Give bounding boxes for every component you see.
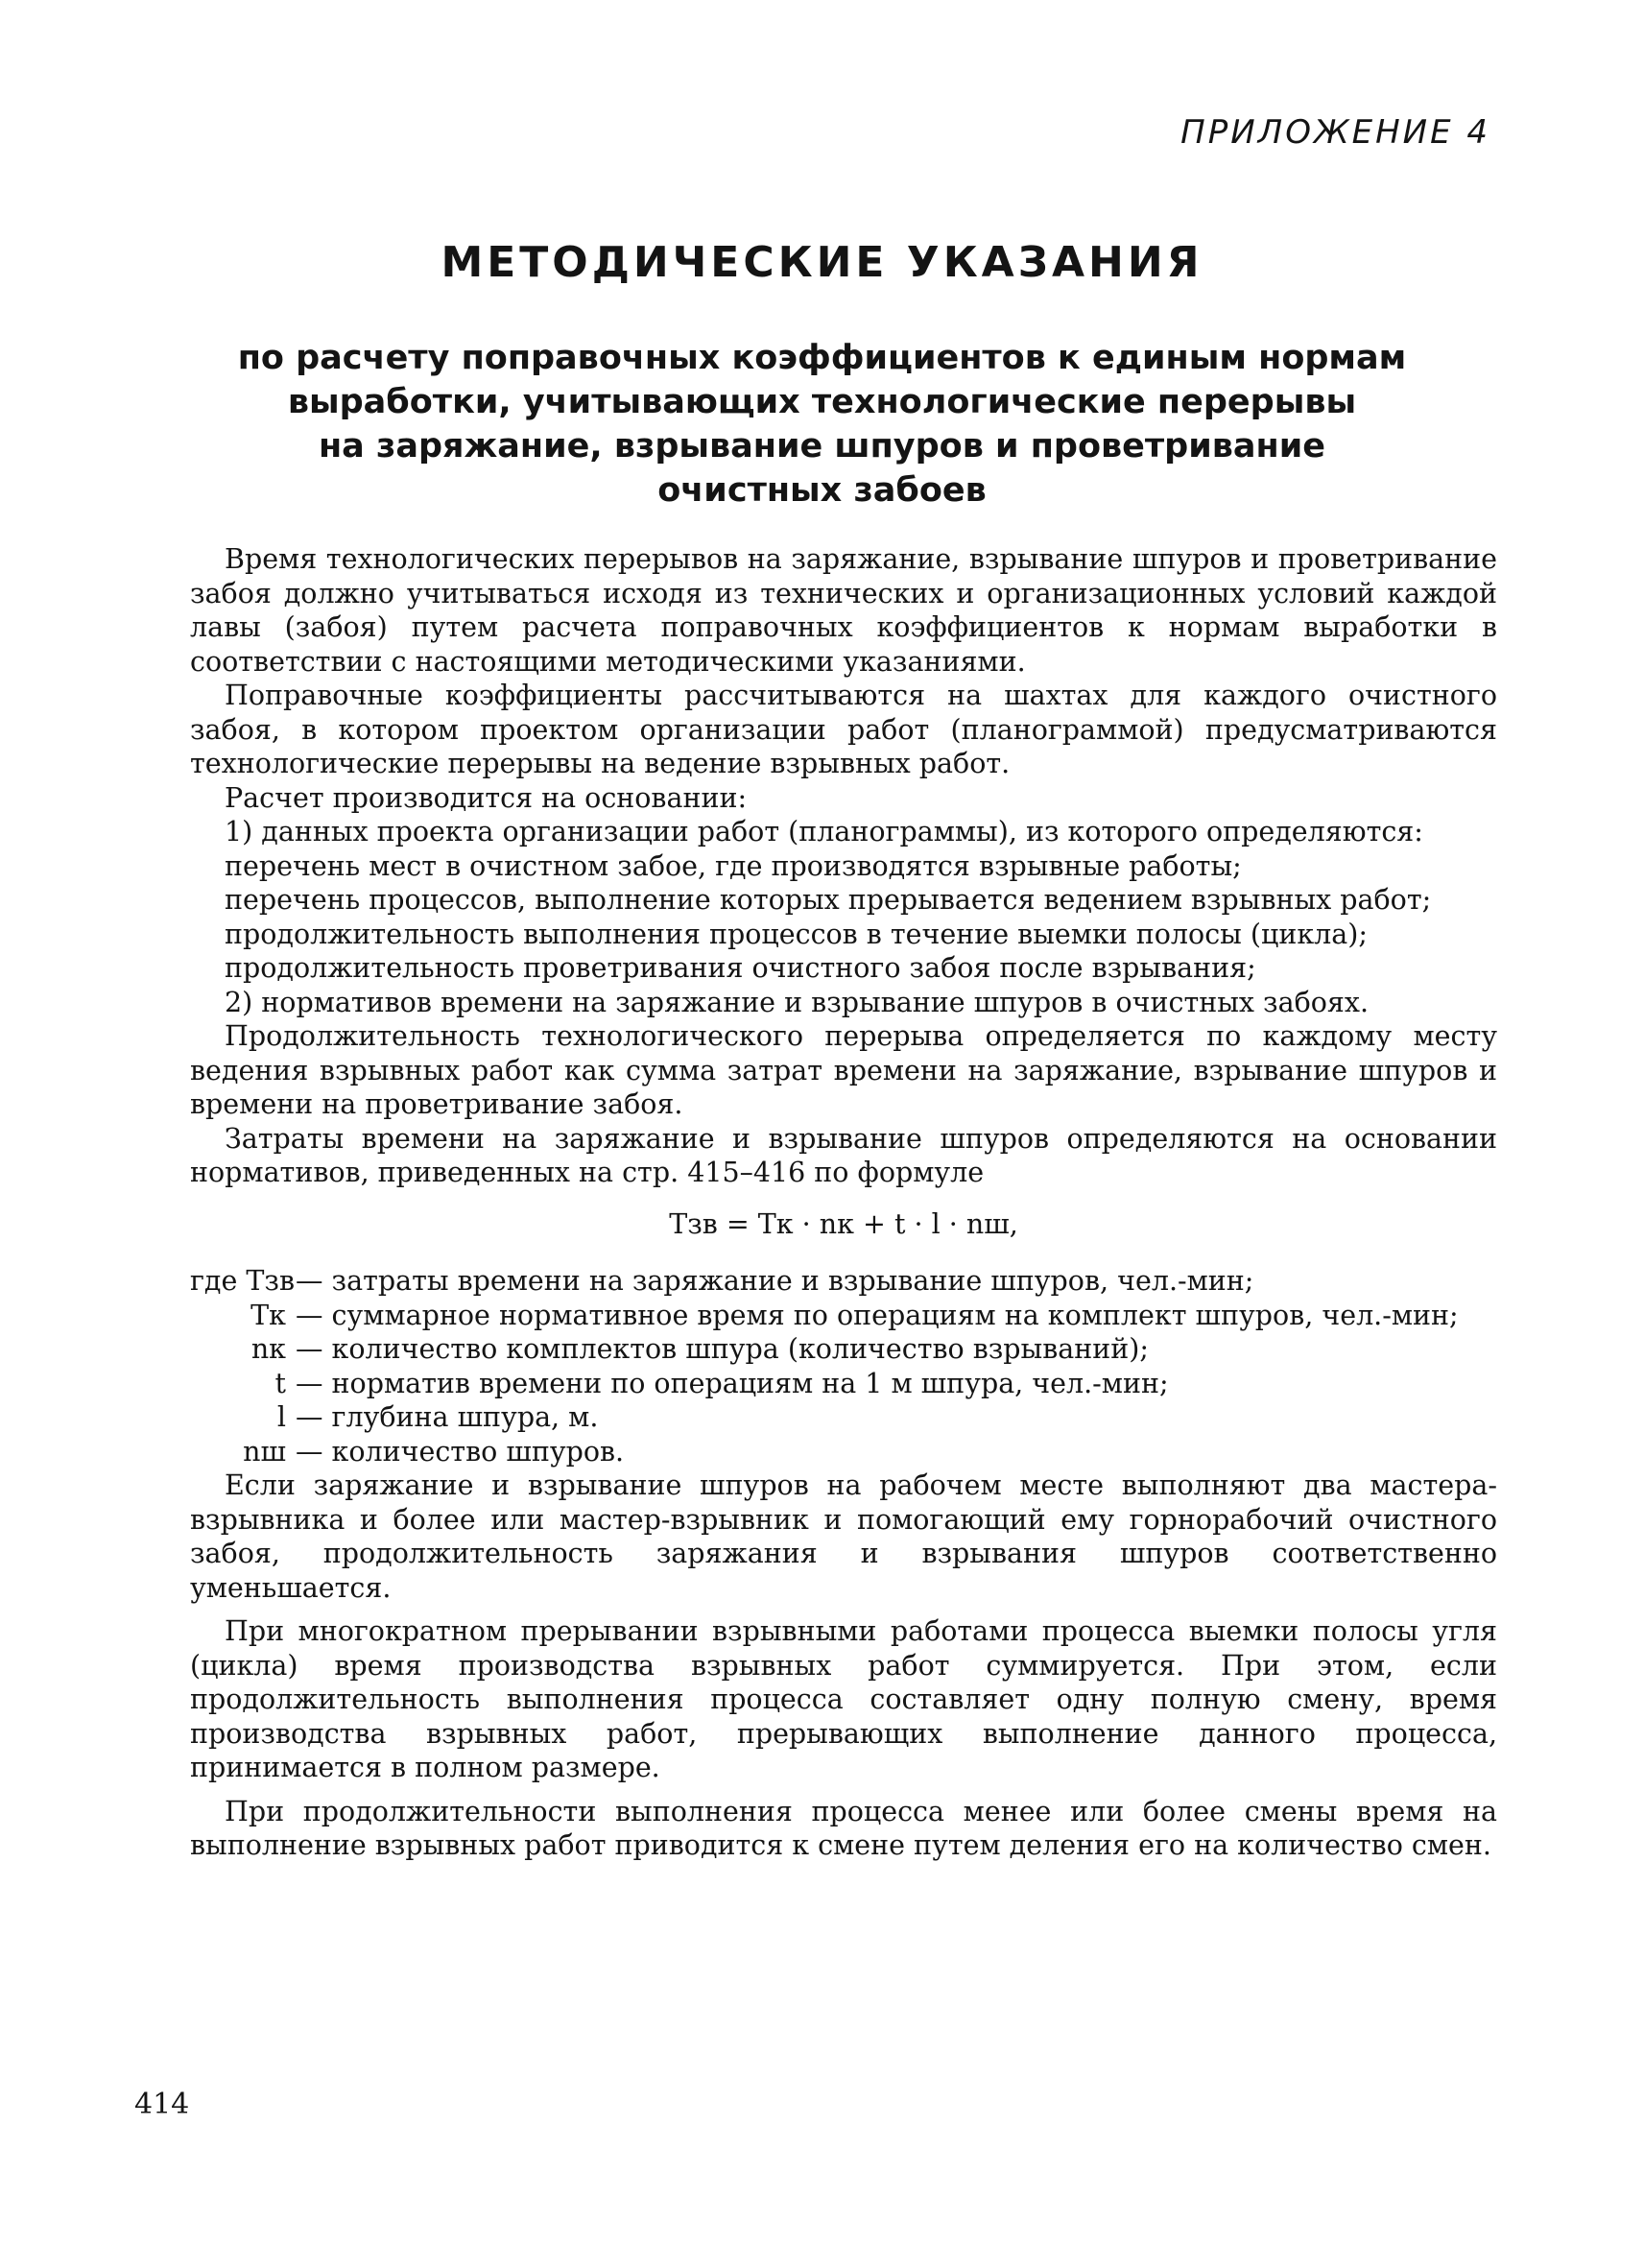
list-item: перечень процессов, выполнение которых прерывается ведением взрывных работ; — [225, 884, 1432, 916]
paragraph: Расчет производится на основании: — [225, 781, 748, 814]
paragraph: Поправочные коэффициенты рассчитываются на шахтах для каждого очистного забоя, в котором проектом организации работ (планограммой) предусматриваются технологические перерывы на ведение взрывных работ. — [190, 680, 1497, 779]
subtitle-line: по расчету поправочных коэффициентов к единым нормам — [237, 339, 1407, 377]
page-number: 414 — [134, 2088, 190, 2121]
paragraph: При продолжительности выполнения процесса менее или более смены время на выполнение взрывных работ приводится к смене путем деления его на количество смен. — [190, 1795, 1497, 1861]
definition-symbol: t — [274, 1367, 286, 1399]
list-item: перечень мест в очистном забое, где производятся взрывные работы; — [225, 849, 1242, 882]
definition-text: — норматив времени по операциям на 1 м шпура, чел.-мин; — [296, 1367, 1169, 1399]
definition-row — [190, 1400, 1497, 1435]
paragraph-gap — [190, 1785, 1497, 1795]
definition-text: — затраты времени на заряжание и взрывание шпуров, чел.-мин; — [296, 1265, 1254, 1297]
definition-symbol: Тк — [250, 1299, 286, 1331]
definition-text: — количество комплектов шпура (количество взрываний); — [296, 1333, 1149, 1365]
paragraph: При многократном прерывании взрывными работами процесса выемки полосы угля (цикла) время производства взрывных работ суммируется. При этом, если продолжительность выполнения процесса составляет одну полную смену, время производства взрывных работ, прерывающих выполнение данного процесса, принимается в полном размере. — [190, 1615, 1497, 1783]
definition-text: — суммарное нормативное время по операциям на комплект шпуров, чел.-мин; — [296, 1299, 1459, 1331]
list-item: 2) нормативов времени на заряжание и взрывание шпуров в очистных забоях. — [225, 986, 1370, 1018]
list-item: 1) данных проекта организации работ (планограммы), из которого определяются: — [225, 816, 1423, 848]
document-body — [190, 542, 1497, 1863]
paragraph: Продолжительность технологического перерыва определяется по каждому месту ведения взрывных работ как сумма затрат времени на заряжание, взрывание шпуров и времени на проветривание забоя. — [190, 1020, 1497, 1120]
subtitle-line: на заряжание, взрывание шпуров и проветривание — [319, 427, 1325, 466]
formula-definitions — [190, 1264, 1497, 1468]
paragraph: Если заряжание и взрывание шпуров на рабочем месте выполняют два мастера-взрывника и более или мастер-взрывник и помогающий ему горнорабочий очистного забоя, продолжительность заряжания и взрывания шпуров соответственно уменьшается. — [190, 1469, 1497, 1604]
paragraph: Время технологических перерывов на заряжание, взрывание шпуров и проветривание забоя должно учитываться исходя из технических и организационных условий каждой лавы (забоя) путем расчета поправочных коэффициентов к нормам выработки в соответствии с настоящими методическими указаниями. — [190, 543, 1497, 678]
definition-symbol: где Тзв — [190, 1265, 296, 1297]
subtitle-line: очистных забоев — [657, 471, 987, 510]
definition-text: — глубина шпура, м. — [296, 1401, 599, 1433]
formula: Тзв = Тк · nк + t · l · nш, — [669, 1207, 1018, 1240]
definition-text: — количество шпуров. — [296, 1435, 625, 1468]
appendix-label: ПРИЛОЖЕНИЕ 4 — [1180, 113, 1490, 152]
subtitle-line: выработки, учитывающих технологические перерывы — [287, 383, 1357, 421]
definition-row — [190, 1367, 1497, 1401]
list-item: продолжительность выполнения процессов в течение выемки полосы (цикла); — [225, 918, 1368, 950]
document-subtitle — [0, 336, 1644, 513]
list-item: продолжительность проветривания очистного забоя после взрывания; — [225, 952, 1256, 984]
definition-row — [190, 1332, 1497, 1367]
definition-symbol: l — [276, 1401, 286, 1433]
definition-row — [190, 1299, 1497, 1333]
document-title: МЕТОДИЧЕСКИЕ УКАЗАНИЯ — [441, 238, 1203, 287]
paragraph-gap — [190, 1605, 1497, 1614]
definition-symbol: nш — [243, 1435, 286, 1468]
paragraph: Затраты времени на заряжание и взрывание шпуров определяются на основании нормативов, приведенных на стр. 415–416 по формуле — [190, 1122, 1497, 1188]
definition-row — [190, 1435, 1497, 1469]
definition-symbol: nк — [250, 1333, 286, 1365]
definition-row — [190, 1264, 1497, 1299]
